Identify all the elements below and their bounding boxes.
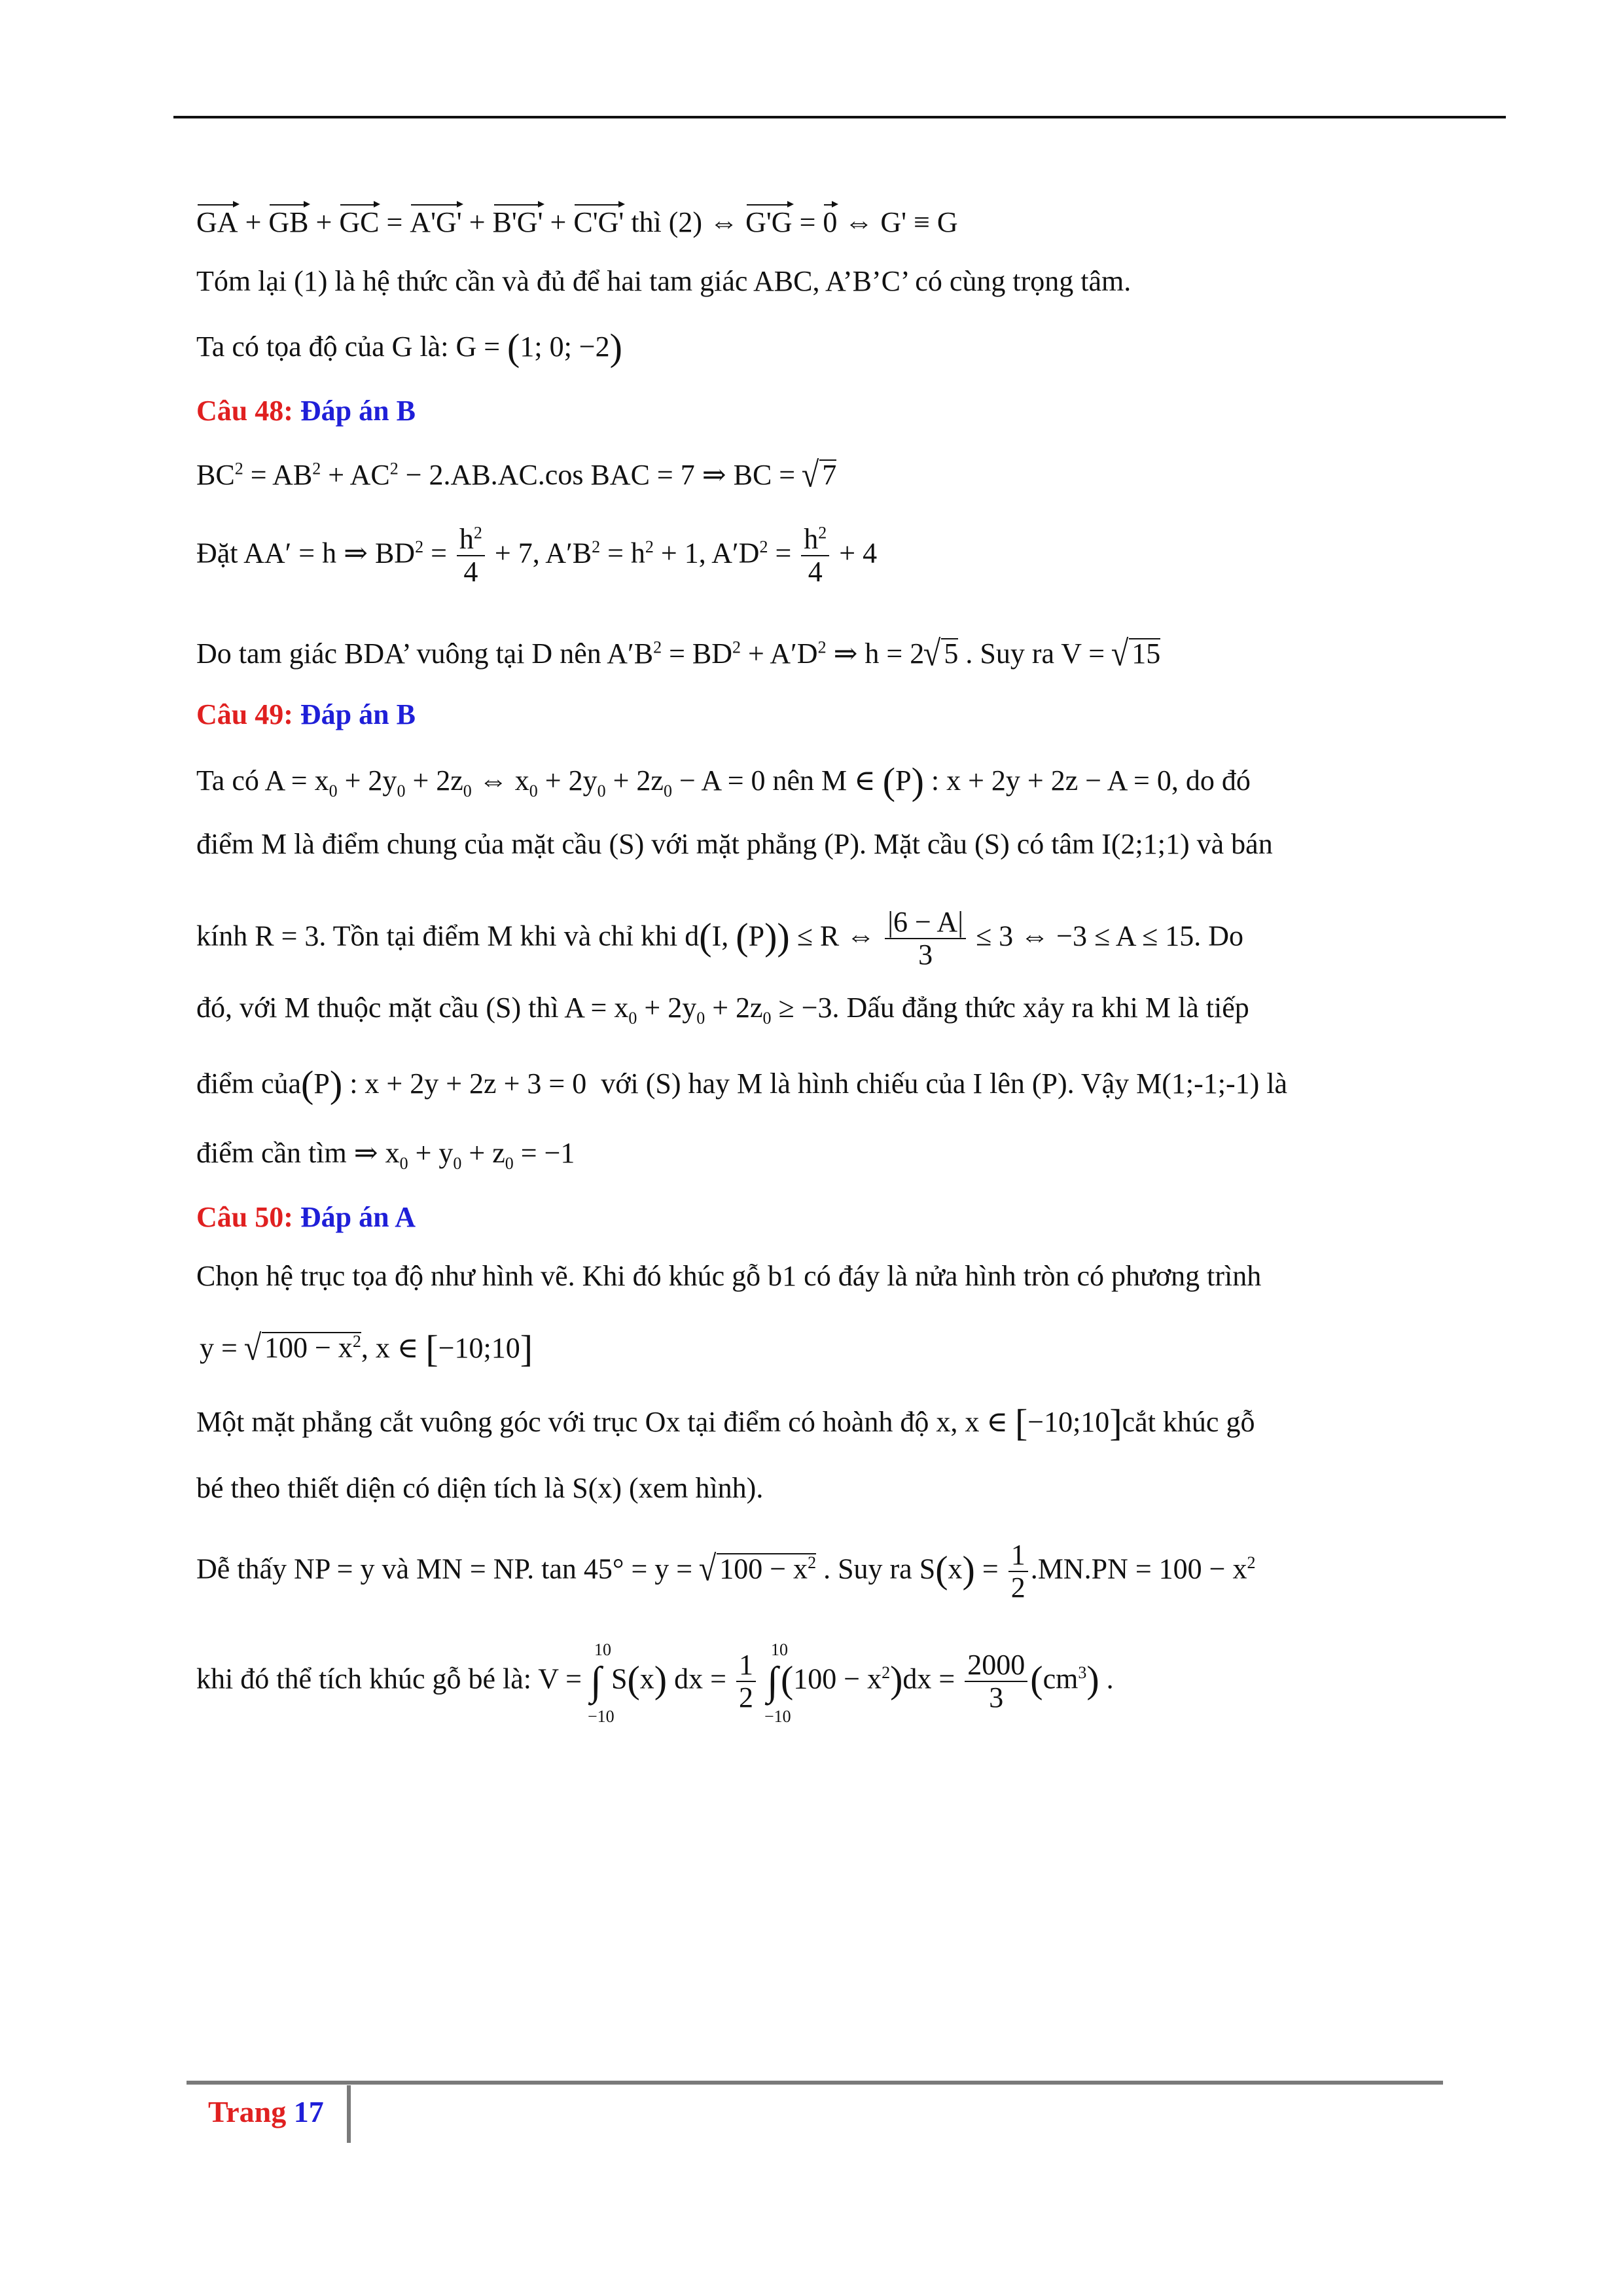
header-rule bbox=[173, 116, 1506, 118]
q50-line-3: Một mặt phẳng cắt vuông góc với trục Ox tại điểm có hoành độ x, x ∈ [−10;10]cắt khúc gỗ bbox=[196, 1401, 1255, 1444]
q49-line-6: điểm cần tìm ⇒ $x_0 + y_0 + z_0 = -1$ bbox=[196, 1137, 575, 1173]
q50-line-4: bé theo thiết diện có diện tích là S(x) (xem hình). bbox=[196, 1472, 764, 1504]
q49-line-1: Ta có $A = x_0 + 2y_0 + 2z_0$ ⇔ $x_0 + 2y_0 + 2z_0 - A = 0$ nên M ∈ (P) : x + 2y + 2z − A = 0, do đó bbox=[196, 760, 1251, 802]
footer-divider bbox=[347, 2085, 351, 2143]
summary-line: Tóm lại (1) là hệ thức cần và đủ để hai tam giác ABC, A’B’C’ có cùng trọng tâm. bbox=[196, 265, 1132, 297]
q49-line-2: điểm M là điểm chung của mặt cầu (S) với mặt phẳng (P). Mặt cầu (S) có tâm I(2;1;1) và bán bbox=[196, 828, 1273, 860]
q50-line-5: Dễ thấy NP = y và MN = NP. tan 45° = y = √ $100 - x^2$ . Suy ra S(x) = $\frac{1}{2}$ $.MN.PN = 100 - x^2$ bbox=[196, 1539, 1256, 1604]
question-50-heading: Câu 50: Đáp án A bbox=[196, 1201, 416, 1233]
vector-equation-line: GA + GB + GC = A'G' + B'G' + C'G' thì (2) ⇔ G'G = 0 ⇔ G' ≡ G bbox=[196, 206, 958, 238]
q48-conclusion: Do tam giác BDA’ vuông tại D nên $A'B^2 = BD^2 + A'D^2$ ⇒ h = 2√ 5 . Suy ra V = √ 15 bbox=[196, 633, 1161, 673]
q49-line-5: điểm của(P) : x + 2y + 2z + 3 = 0 với (S) hay M là hình chiếu của I lên (P). Vậy M(1;-1;-1) là bbox=[196, 1063, 1288, 1105]
q50-volume-line: khi đó thể tích khúc gỗ bé là: V = ∫ 10 −10 S(x) dx = $\frac{1}{2}$ ∫ 10 −10 $(100 - x^2)dx$ = $\frac{2000}{3}$ $(cm^3)$ . bbox=[196, 1640, 1114, 1727]
q49-line-4: đó, với M thuộc mặt cầu (S) thì $A = x_0 + 2y_0 + 2z_0 \ge -3$. Dấu đẳng thức xảy ra khi M là tiếp bbox=[196, 992, 1249, 1028]
footer-rule bbox=[187, 2081, 1443, 2085]
q50-line-1: Chọn hệ trục tọa độ như hình vẽ. Khi đó khúc gỗ b1 có đáy là nửa hình tròn có phương trình bbox=[196, 1260, 1262, 1292]
q49-line-3: kính R = 3. Tồn tại điểm M khi và chỉ khi d(I, (P)) ≤ R ⇔ $\frac{|6 - A|}{3}$ ≤ 3 ⇔ −3 ≤ A ≤ 15. Do bbox=[196, 906, 1243, 971]
line-text: thì (2) bbox=[631, 206, 703, 238]
q48-setup: Đặt AA′ = h ⇒ $BD^2$ = $\frac{h^2}{4}$ + 7, $A'B^2 = h^2 + 1$, $A'D^2$ = $\frac{h^2}{4}$ + 4 bbox=[196, 523, 878, 588]
question-48-heading: Câu 48: Đáp án B bbox=[196, 395, 416, 427]
page-number: Trang 17 bbox=[208, 2095, 324, 2128]
q50-curve-equation: y = √ $100 - x^2$, x ∈ [−10;10] bbox=[200, 1327, 533, 1370]
q48-cosine-law: $BC^2 = AB^2 + AC^2 - 2.AB.AC.\cos$ BAC = 7 ⇒ BC = √ 7 bbox=[196, 454, 837, 495]
question-49-heading: Câu 49: Đáp án B bbox=[196, 698, 416, 730]
centroid-line: Ta có tọa độ của G là: G = (1; 0; −2) bbox=[196, 326, 622, 368]
